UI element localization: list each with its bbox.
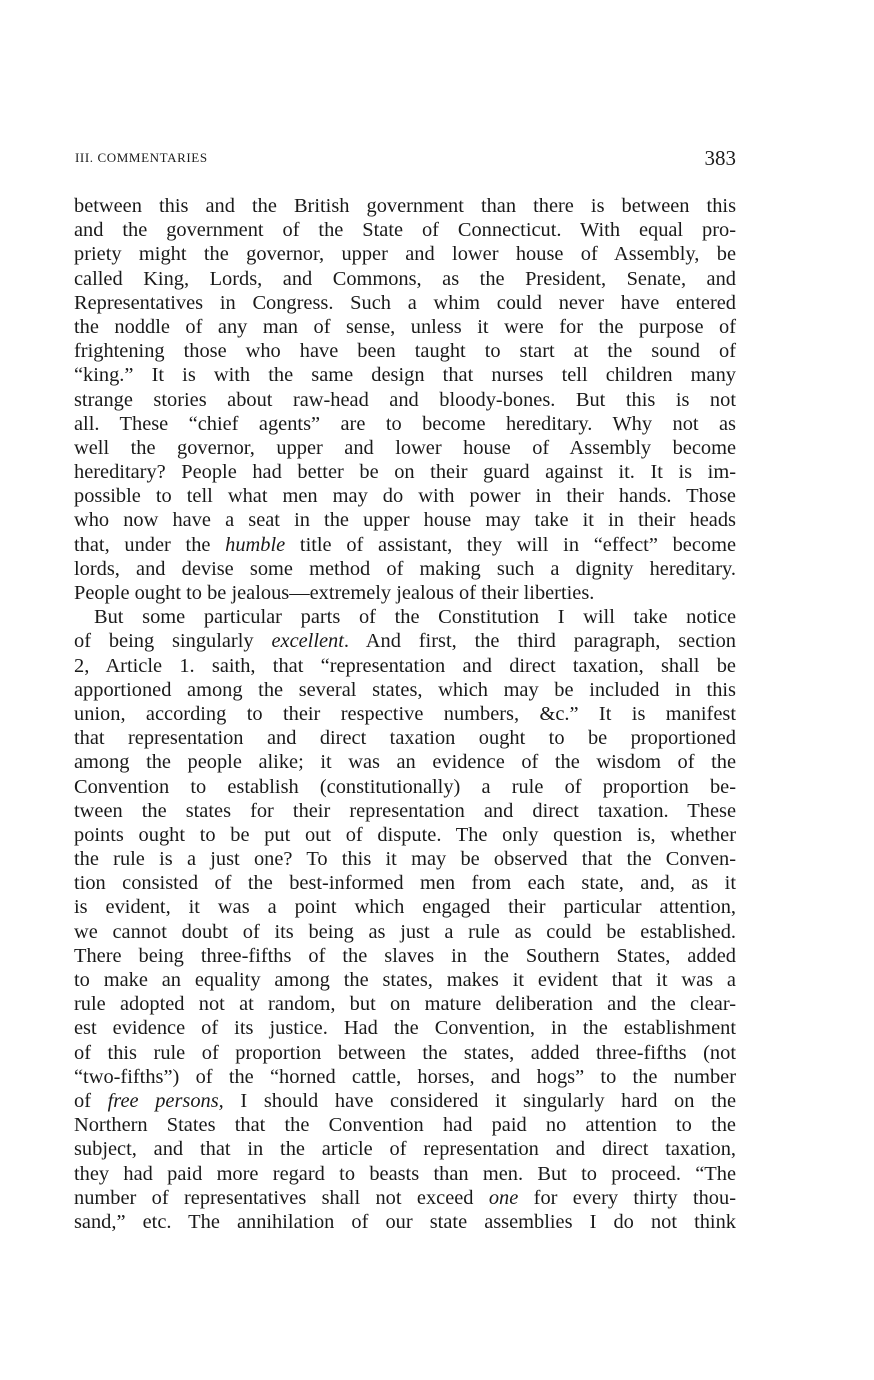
text-line: subject, and that in the article of representation and direct taxation, [74, 1138, 736, 1161]
text-line: is evident, it was a point which engaged their particular attention, [74, 896, 736, 919]
text-line: priety might the governor, upper and lower house of Assembly, be [74, 243, 736, 266]
text-line: they had paid more regard to beasts than men. But to proceed. “The [74, 1162, 736, 1185]
text-line: “two-fifths”) of the “horned cattle, horses, and hogs” to the number [74, 1065, 736, 1088]
text-line: to make an equality among the states, makes it evident that it was a [74, 969, 736, 991]
page-number: 383 [704, 146, 736, 170]
text-line: we cannot doubt of its being as just a rule as could be established. [74, 920, 736, 943]
text-line: the rule is a just one? To this it may be observed that the Conven- [74, 848, 736, 871]
text-line: lords, and devise some method of making such a dignity hereditary. [74, 557, 736, 580]
text-line: points ought to be put out of dispute. The only question is, whether [74, 823, 736, 846]
text-line: tween the states for their representation and direct taxation. These [74, 799, 736, 822]
text-line: possible to tell what men may do with power in their hands. Those [74, 485, 736, 508]
text-line: est evidence of its justice. Had the Convention, in the establishment [74, 1017, 736, 1040]
running-head: III. COMMENTARIES [75, 150, 208, 165]
text-line: who now have a seat in the upper house may take it in their heads [74, 509, 736, 532]
text-line: sand,” etc. The annihilation of our state assemblies I do not think [74, 1210, 736, 1233]
body-text [74, 194, 736, 1234]
text-line: Representatives in Congress. Such a whim could never have entered [74, 291, 736, 314]
text-line: called King, Lords, and Commons, as the President, Senate, and [74, 267, 736, 290]
text-line: “king.” It is with the same design that nurses tell children many [74, 364, 736, 387]
italic-text: humble [225, 533, 286, 556]
text-line: Convention to establish (constitutionally) a rule of proportion be- [74, 775, 736, 798]
text-line: People ought to be jealous—extremely jealous of their liberties. [74, 582, 595, 604]
text-line: There being three-fifths of the slaves in the Southern States, added [74, 944, 736, 967]
text-line: and the government of the State of Connecticut. With equal pro- [74, 219, 736, 242]
text-line: among the people alike; it was an evidence of the wisdom of the [74, 751, 736, 774]
text-line: strange stories about raw-head and bloody-bones. But this is not [74, 388, 736, 411]
text-line: Northern States that the Convention had paid no attention to the [74, 1114, 736, 1137]
text-line: number of representatives shall not exceed one for every thirty thou- [74, 1186, 736, 1209]
text-line: tion consisted of the best-informed men from each state, and, as it [74, 872, 736, 895]
text-line: of being singularly excellent. And first, the third paragraph, section [74, 630, 736, 653]
text-line: between this and the British government than there is between this [74, 195, 736, 217]
text-line: that, under the humble title of assistant, they will in “effect” become [74, 533, 736, 556]
italic-text: one [488, 1186, 519, 1209]
text-line: well the governor, upper and lower house of Assembly become [74, 436, 736, 459]
text-line: rule adopted not at random, but on mature deliberation and the clear- [74, 993, 736, 1016]
text-line: of this rule of proportion between the states, added three-fifths (not [74, 1041, 736, 1064]
italic-text: excellent [271, 630, 344, 653]
text-line: hereditary? People had better be on their guard against it. It is im- [74, 461, 736, 484]
text-line: union, according to their respective numbers, &c.” It is manifest [74, 702, 736, 725]
text-line: of free persons, I should have considered it singularly hard on the [74, 1089, 736, 1112]
text-line: all. These “chief agents” are to become hereditary. Why not as [74, 412, 736, 435]
page-header [75, 148, 736, 172]
text-line: apportioned among the several states, which may be included in this [74, 678, 736, 701]
text-line: But some particular parts of the Constitution I will take notice [94, 606, 736, 629]
text-line: that representation and direct taxation ought to be proportioned [74, 727, 736, 750]
text-line: 2, Article 1. saith, that “representation and direct taxation, shall be [74, 654, 736, 677]
italic-text: free persons, [107, 1089, 224, 1112]
text-line: frightening those who have been taught to start at the sound of [74, 340, 736, 363]
text-line: the noddle of any man of sense, unless it were for the purpose of [74, 315, 736, 338]
